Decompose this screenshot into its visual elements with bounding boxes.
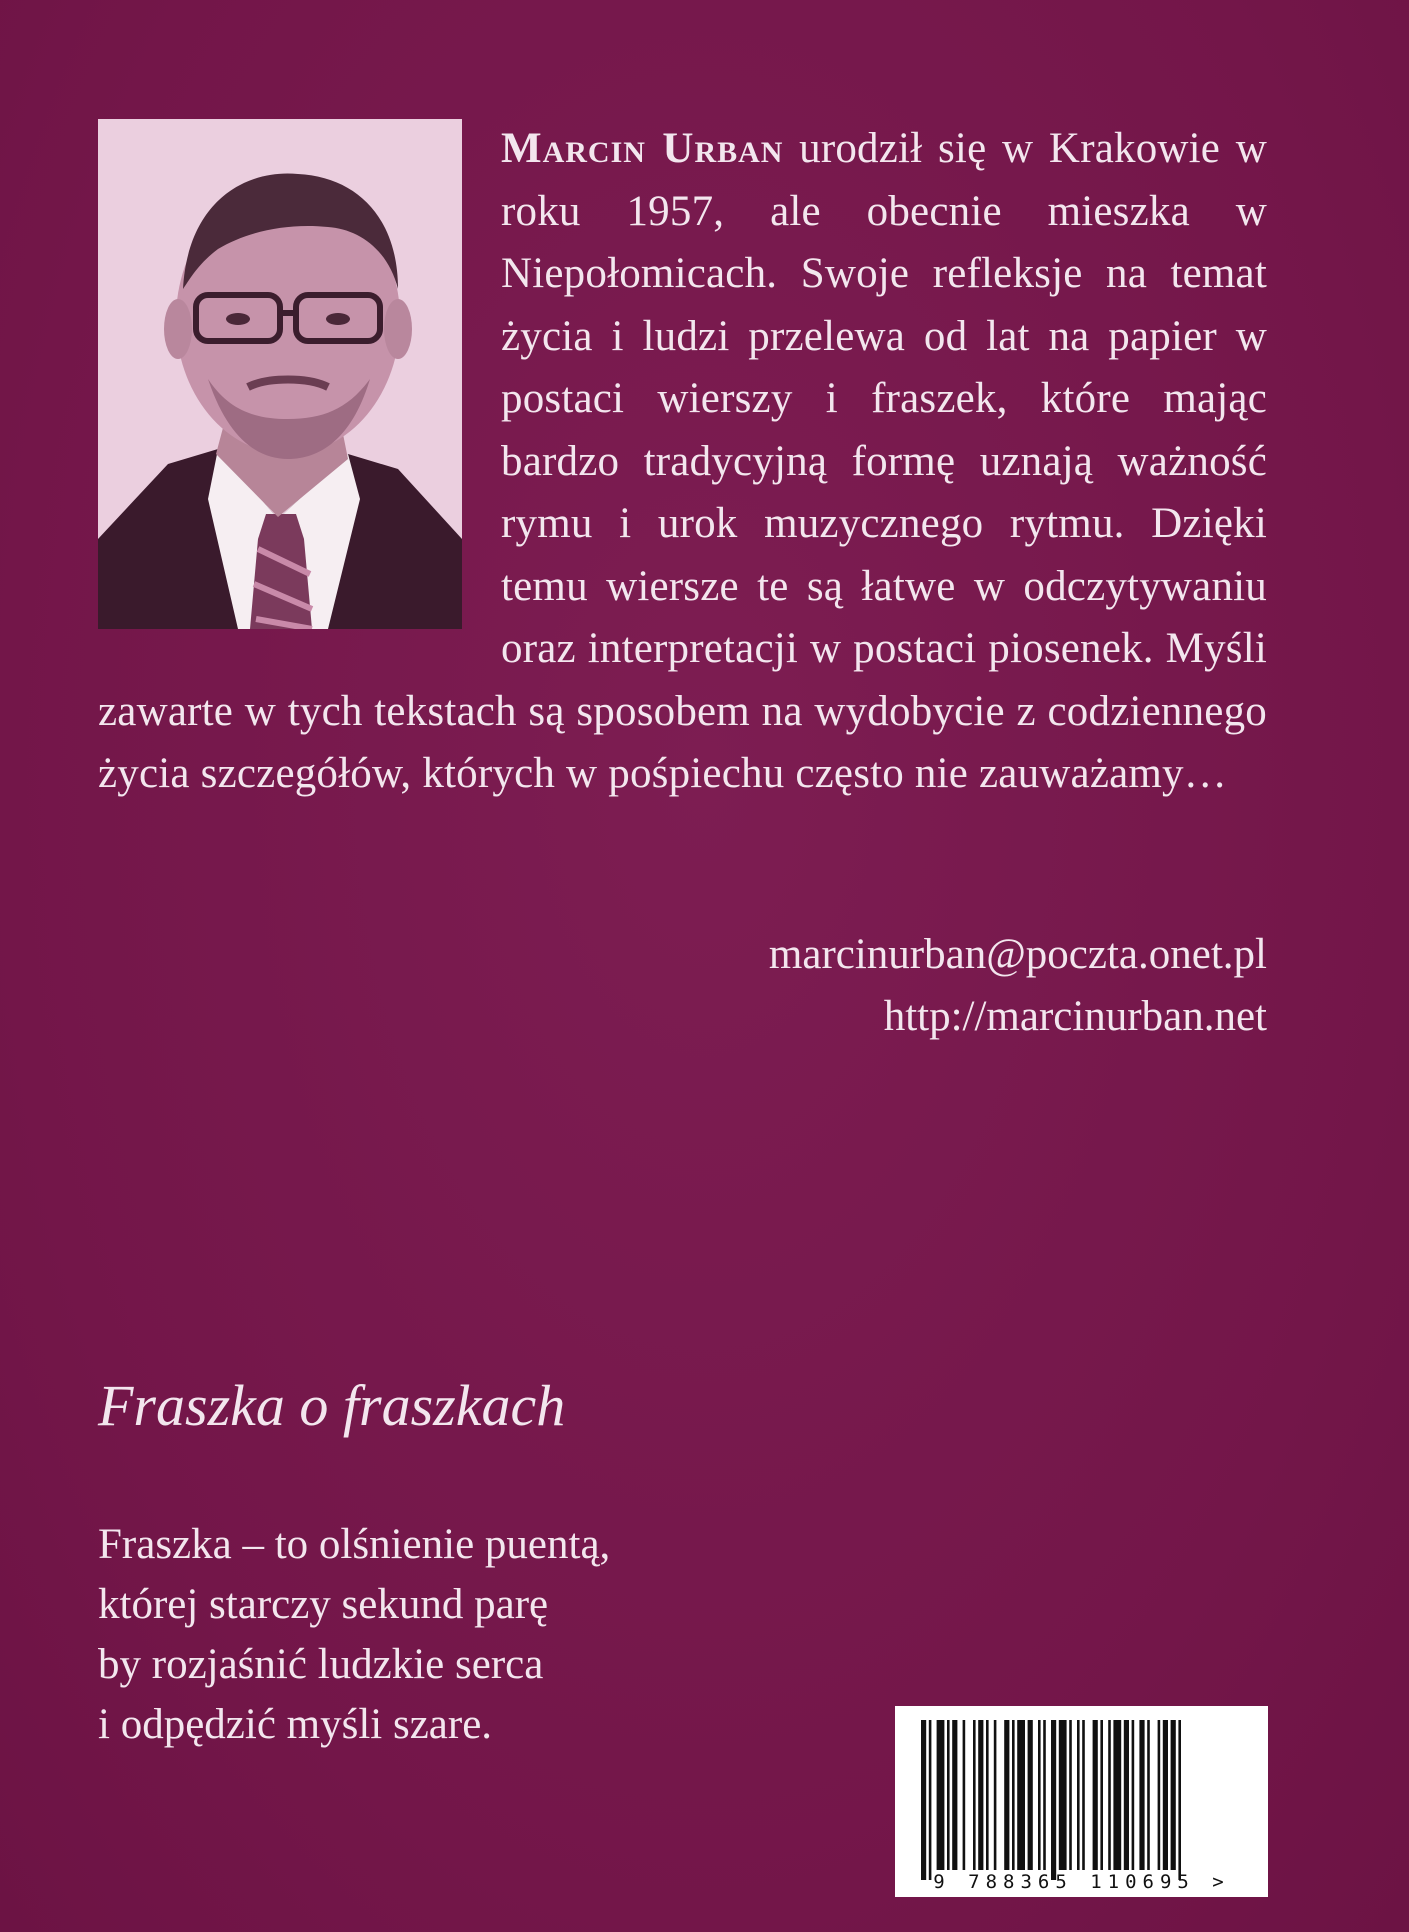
barcode-bar <box>1038 1720 1041 1870</box>
author-bio <box>98 118 1267 806</box>
poem-line: i odpędzić myśli szare. <box>98 1701 493 1748</box>
barcode-bar <box>1147 1720 1150 1870</box>
barcode-bar <box>947 1720 950 1870</box>
barcode-bar <box>973 1720 976 1870</box>
contact-info <box>769 924 1267 1048</box>
photo-spacer <box>98 118 501 628</box>
barcode-bar <box>1158 1720 1161 1870</box>
barcode-bar <box>1004 1720 1009 1870</box>
barcode-bar <box>963 1720 966 1870</box>
barcode-icon <box>895 1706 1268 1897</box>
isbn-barcode <box>895 1706 1268 1897</box>
barcode-bar <box>978 1720 983 1870</box>
barcode-bar <box>1113 1720 1121 1870</box>
barcode-bar <box>1051 1720 1056 1880</box>
bio-text: urodził się w Krakowie w roku 1957, ale obecnie mieszka w Niepołomicach. Swoje refleksje na temat życia i ludzi przelewa od lat na papier w postaci wierszy i fraszek, które mając bardzo tradycyjną formę uznają ważność rymu i urok muzycznego rytmu. Dzięki temu wiersze te są łatwe w odczytywaniu oraz interpretacji w postaci piosenek. Myśli zawarte w tych tekstach są sposobem na wydobycie z codziennego życia szczegółów, których w pośpiechu często nie zauważamy… <box>98 125 1267 797</box>
poem-line: której starczy sekund parę <box>98 1581 549 1628</box>
barcode-bar <box>1124 1720 1129 1870</box>
barcode-bar <box>1069 1720 1072 1870</box>
barcode-bar <box>1139 1720 1144 1870</box>
barcode-bar <box>937 1720 945 1870</box>
author-name: Marcin Urban <box>501 125 784 172</box>
barcode-bar <box>1132 1720 1135 1870</box>
barcode-bar <box>1178 1720 1181 1880</box>
barcode-bar <box>1093 1720 1098 1870</box>
barcode-bar <box>921 1720 926 1880</box>
barcode-bar <box>986 1720 989 1870</box>
website-link[interactable]: http://marcinurban.net <box>883 993 1267 1040</box>
barcode-bar <box>1017 1720 1025 1870</box>
barcode-digits: 9 788365 110695 > <box>933 1871 1230 1893</box>
poem-line: by rozjaśnić ludzkie serca <box>98 1641 544 1688</box>
barcode-bar <box>1012 1720 1015 1870</box>
barcode-bar <box>1163 1720 1168 1870</box>
poem-title: Fraszka o fraszkach <box>98 1373 566 1438</box>
barcode-bar <box>1059 1720 1067 1870</box>
barcode-bar <box>1028 1720 1033 1870</box>
barcode-bar <box>1100 1720 1103 1870</box>
barcode-bar <box>952 1720 957 1870</box>
barcode-bar <box>1171 1720 1176 1870</box>
barcode-bar <box>1082 1720 1085 1870</box>
barcode-bar <box>994 1720 997 1870</box>
barcode-bar <box>1108 1720 1111 1870</box>
barcode-bar <box>929 1720 932 1880</box>
poem <box>98 1515 610 1755</box>
poem-line: Fraszka – to olśnienie puentą, <box>98 1521 611 1568</box>
barcode-bar <box>1043 1720 1046 1870</box>
email-link[interactable]: marcinurban@poczta.onet.pl <box>768 931 1267 978</box>
barcode-bar <box>1077 1720 1080 1870</box>
